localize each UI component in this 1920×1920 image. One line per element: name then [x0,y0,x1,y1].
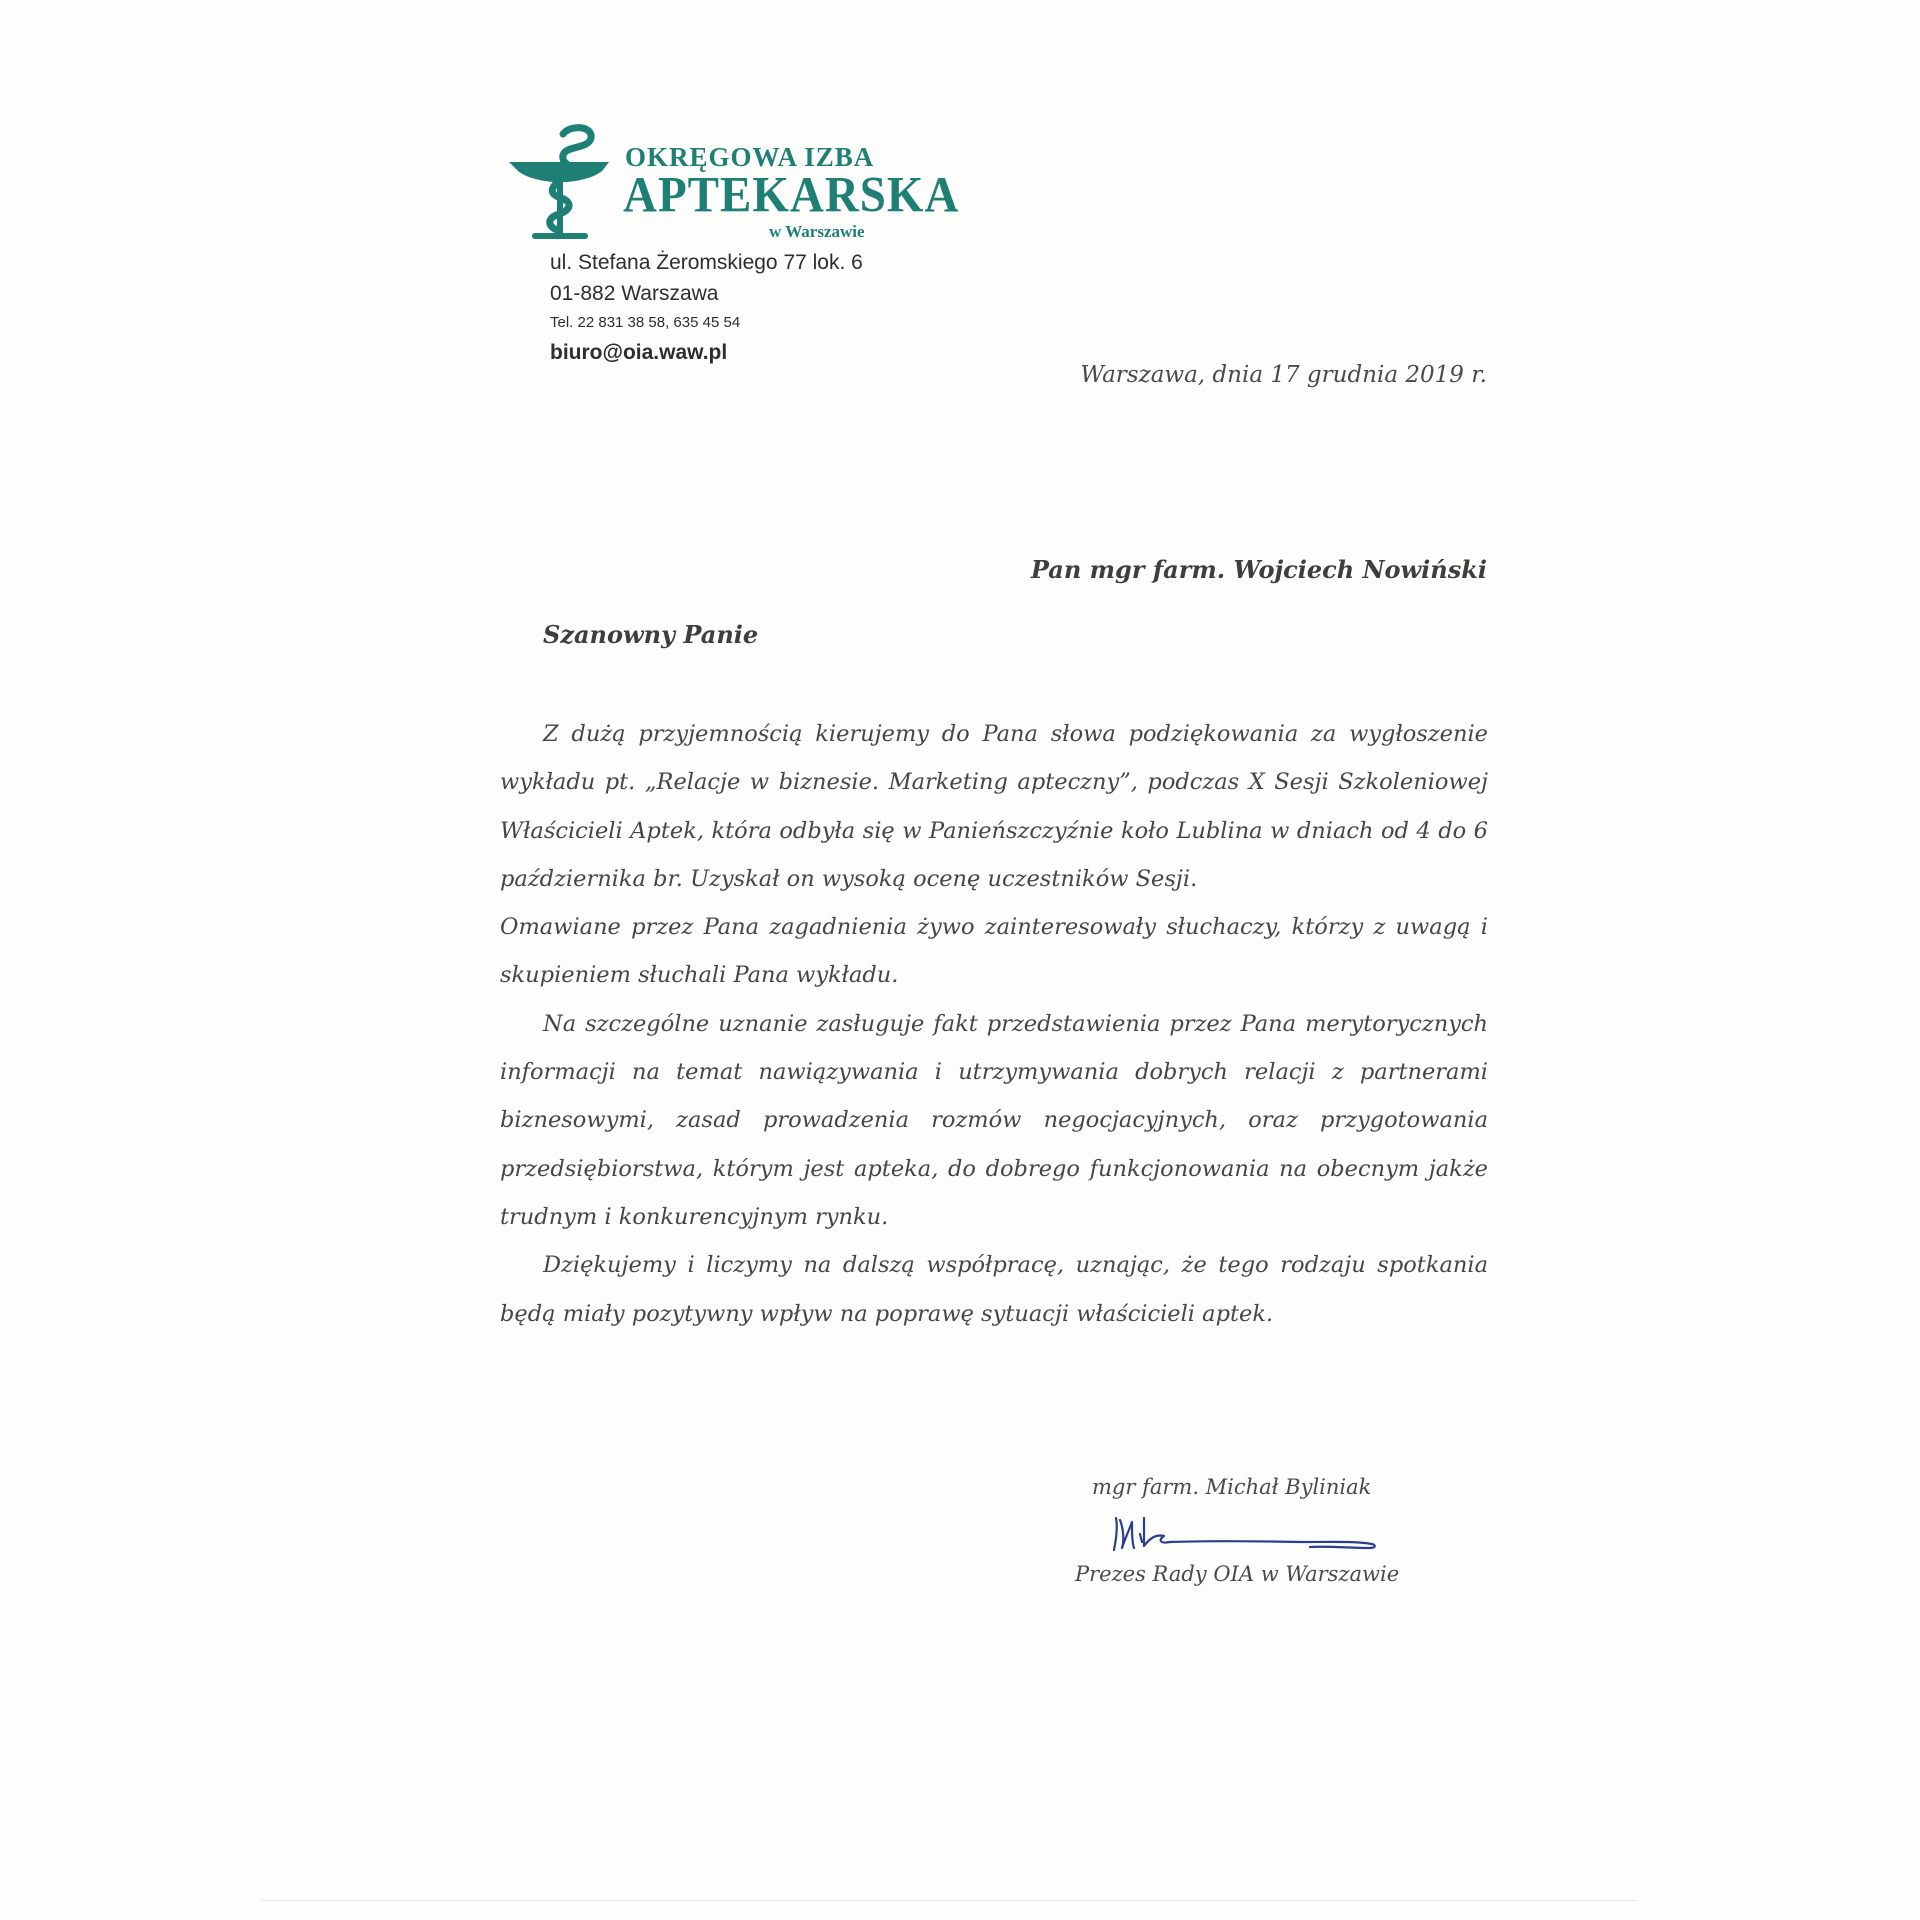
sender-address [550,246,863,368]
body-paragraph-1: Z dużą przyjemnością kierujemy do Pana słowa podziękowania za wygłoszenie wykładu pt. „Relacje w biznesie. Marketing apteczny”, podczas X Sesji Szkoleniowej Właścicieli Aptek, która odbyła się w Panieńszczyźnie koło Lublina w dniach od 4 do 6 października br. Uzyskał on wysoką ocenę uczestników Sesji. [500,721,1488,892]
organization-logo [505,122,960,242]
address-email: biuro@oia.waw.pl [550,341,728,364]
letter-salutation: Szanowny Panie [543,620,759,649]
logo-org-line1: OKRĘGOWA IZBA [625,142,875,172]
address-phone: Tel. 22 831 38 58, 635 45 54 [550,314,741,331]
body-paragraph-4: Dziękujemy i liczymy na dalszą współpracę, uznając, że tego rodzaju spotkania będą miały pozytywny wpływ na poprawę sytuacji właścicieli aptek. [500,1252,1488,1327]
body-paragraph-2: Omawiane przez Pana zagadnienia żywo zainteresowały słuchaczy, którzy z uwagą i skupieniem słuchali Pana wykładu. [500,914,1488,989]
handwritten-signature [1110,1508,1385,1554]
letter-recipient: Pan mgr farm. Wojciech Nowiński [1030,555,1487,584]
letter-date: Warszawa, dnia 17 grudnia 2019 r. [1080,362,1487,388]
address-street: ul. Stefana Żeromskiego 77 lok. 6 [550,251,863,274]
page-bottom-rule [262,1900,1638,1901]
signatory-title: Prezes Rady OIA w Warszawie [1075,1562,1400,1586]
logo-org-line3: w Warszawie [769,222,865,241]
bowl-of-hygieia-icon [505,122,615,240]
logo-org-line2: APTEKARSKA [623,167,960,224]
letter-body [500,710,1488,1338]
signatory-name: mgr farm. Michał Byliniak [1092,1475,1372,1499]
address-city: 01-882 Warszawa [550,282,719,305]
body-paragraph-3: Na szczególne uznanie zasługuje fakt przedstawienia przez Pana merytorycznych informacji na temat nawiązywania i utrzymywania dobrych relacji z partnerami biznesowymi, zasad prowadzenia rozmów negocjacyjnych, oraz przygotowania przedsiębiorstwa, którym jest apteka, do dobrego funkcjonowania na obecnym jakże trudnym i konkurencyjnym rynku. [500,1010,1488,1230]
